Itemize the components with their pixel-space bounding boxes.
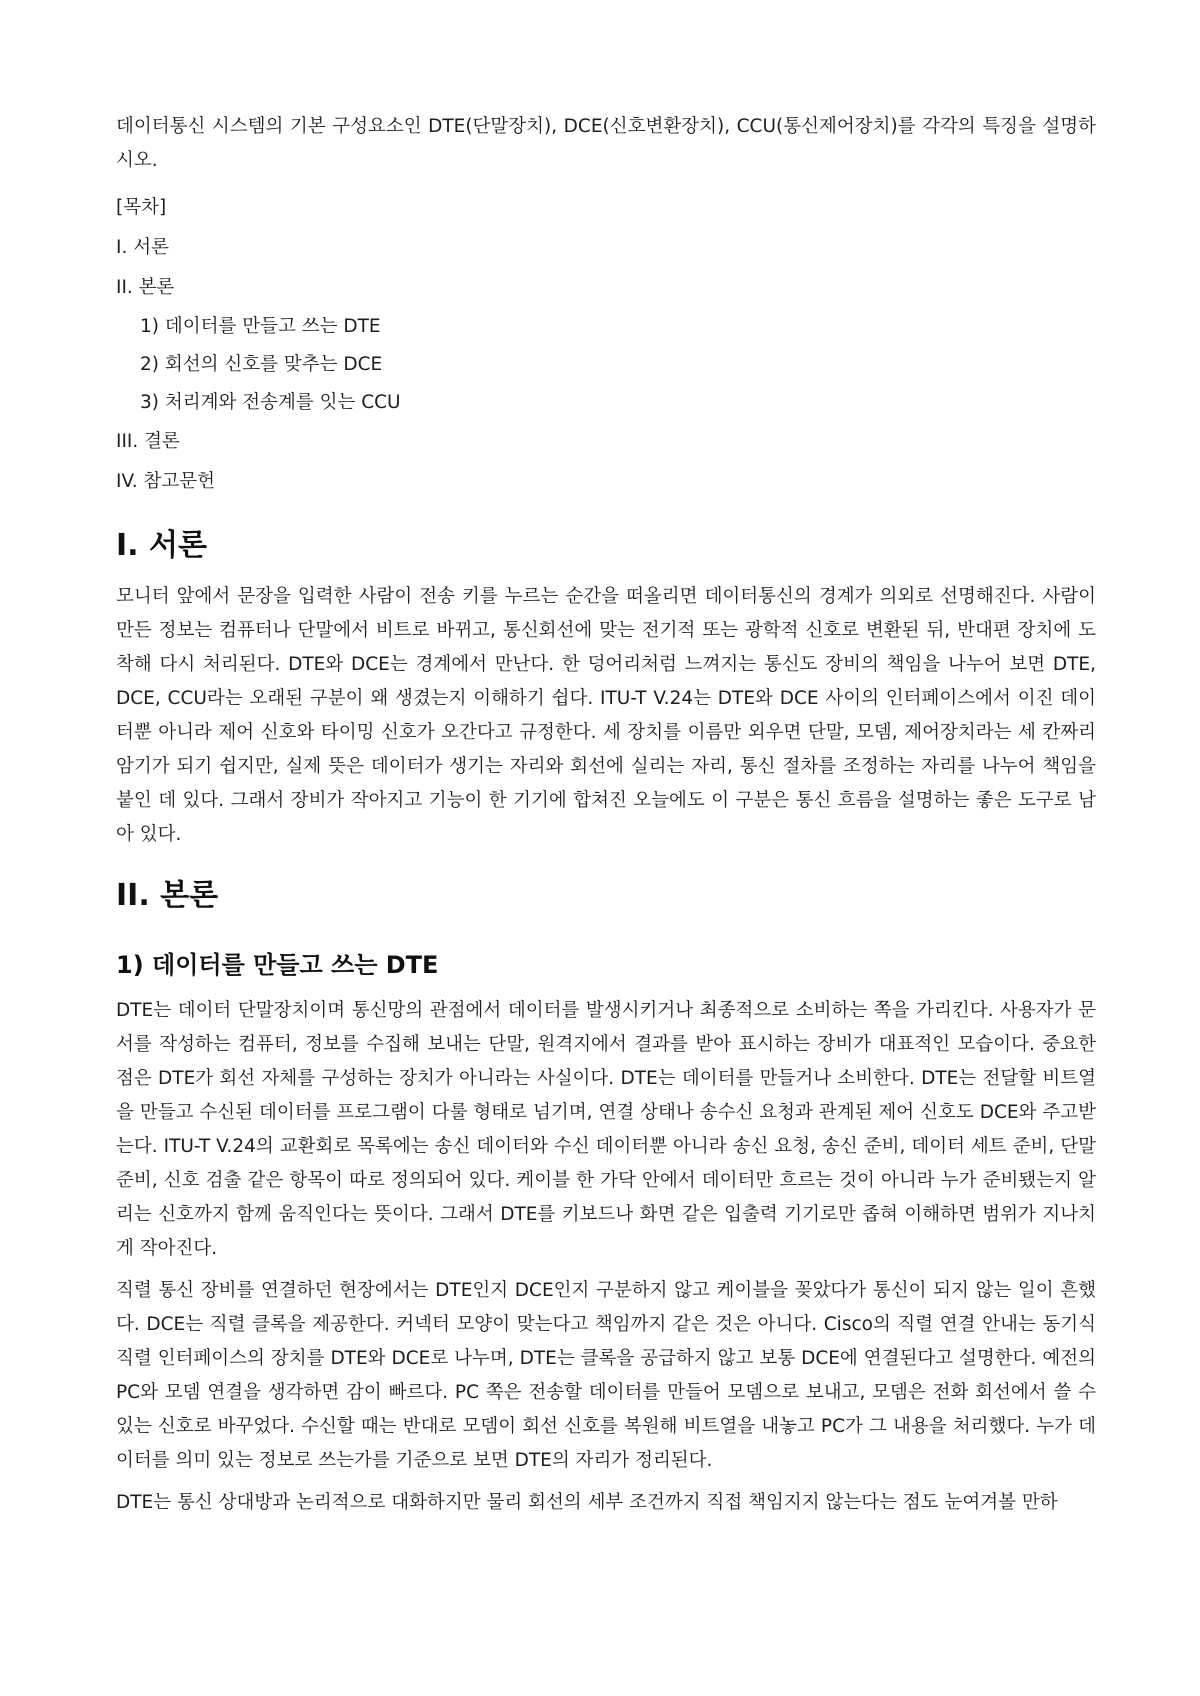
dte-paragraph-1: DTE는 데이터 단말장치이며 통신망의 관점에서 데이터를 발생시키거나 최종적으로 소비하는 쪽을 가리킨다. 사용자가 문서를 작성하는 컴퓨터, 정보를 수집해 보내는 단말, 원격지에서 결과를 받아 표시하는 장비가 대표적인 모습이다. 중요한 점은 DTE가 회선 자체를 구성하는 장치가 아니라는 사실이다. DTE는 데이터를 만들거나 소비한다. DTE는 전달할 비트열을 만들고 수신된 데이터를 프로그램이 다룰 형태로 넘기며, 연결 상태나 송수신 요청과 관계된 제어 신호도 DCE와 주고받는다. ITU-T V.24의 교환회로 목록에는 송신 데이터와 수신 데이터뿐 아니라 송신 요청, 송신 준비, 데이터 세트 준비, 단말 준비, 신호 검출 같은 항목이 따로 정의되어 있다. 케이블 한 가닥 안에서 데이터만 흐르는 것이 아니라 누가 준비됐는지 알리는 신호까지 함께 움직인다는 뜻이다. 그래서 DTE를 키보드나 화면 같은 입출력 기기로만 좁혀 이해하면 범위가 지나치게 작아진다. [116, 1000, 1096, 1259]
dte-heading: 1) 데이터를 만들고 쓰는 DTE [116, 951, 439, 979]
toc-item-references: IV. 참고문헌 [116, 471, 215, 492]
table-of-contents [116, 188, 1096, 502]
question-text: 데이터통신 시스템의 기본 구성요소인 DTE(단말장치), DCE(신호변환장치), CCU(통신제어장치)를 각각의 특징을 설명하시오. [116, 116, 1096, 171]
toc-item-intro: I. 서론 [116, 237, 169, 258]
intro-paragraph: 모니터 앞에서 문장을 입력한 사람이 전송 키를 누르는 순간을 떠올리면 데이터통신의 경계가 의외로 선명해진다. 사람이 만든 정보는 컴퓨터나 단말에서 비트로 바뀌고, 통신회선에 맞는 전기적 또는 광학적 신호로 변환된 뒤, 반대편 장치에 도착해 다시 처리된다. DTE와 DCE는 경계에서 만난다. 한 덩어리처럼 느껴지는 통신도 장비의 책임을 나누어 보면 DTE, DCE, CCU라는 오래된 구분이 왜 생겼는지 이해하기 쉽다. ITU-T V.24는 DTE와 DCE 사이의 인터페이스에서 이진 데이터뿐 아니라 제어 신호와 타이밍 신호가 오간다고 규정한다. 세 장치를 이름만 외우면 단말, 모뎀, 제어장치라는 세 칸짜리 암기가 되기 쉽지만, 실제 뜻은 데이터가 생기는 자리와 회선에 실리는 자리, 통신 절차를 조정하는 자리를 나누어 책임을 붙인 데 있다. 그래서 장비가 작아지고 기능이 한 기기에 합쳐진 오늘에도 이 구분은 통신 흐름을 설명하는 좋은 도구로 남아 있다. [116, 586, 1096, 845]
body-heading: II. 본론 [116, 878, 219, 913]
dte-paragraph-2: 직렬 통신 장비를 연결하던 현장에서는 DTE인지 DCE인지 구분하지 않고 케이블을 꽂았다가 통신이 되지 않는 일이 흔했다. DCE는 직렬 클록을 제공한다. 커넥터 모양이 맞는다고 책임까지 같은 것은 아니다. Cisco의 직렬 연결 안내는 동기식 직렬 인터페이스의 장치를 DTE와 DCE로 나누며, DTE는 클록을 공급하지 않고 보통 DCE에 연결된다고 설명한다. 예전의 PC와 모뎀 연결을 생각하면 감이 빠르다. PC 쪽은 전송할 데이터를 만들어 모뎀으로 보내고, 모뎀은 전화 회선에서 쓸 수 있는 신호로 바꾸었다. 수신할 때는 반대로 모뎀이 회선 신호를 복원해 비트열을 내놓고 PC가 그 내용을 처리했다. 누가 데이터를 의미 있는 정보로 쓰는가를 기준으로 보면 DTE의 자리가 정리된다. [116, 1280, 1096, 1471]
toc-subitem-dce: 2) 회선의 신호를 맞추는 DCE [140, 354, 383, 375]
toc-title: [목차] [116, 197, 167, 218]
toc-item-conclusion: III. 결론 [116, 431, 180, 452]
toc-subitem-ccu: 3) 처리계와 전송계를 잇는 CCU [140, 392, 401, 413]
dte-paragraph-3: DTE는 통신 상대방과 논리적으로 대화하지만 물리 회선의 세부 조건까지 직접 책임지지 않는다는 점도 눈여겨볼 만하 [116, 1492, 1058, 1513]
toc-item-body: II. 본론 [116, 277, 175, 298]
toc-subitem-dte: 1) 데이터를 만들고 쓰는 DTE [140, 316, 381, 337]
intro-heading: I. 서론 [116, 528, 207, 563]
